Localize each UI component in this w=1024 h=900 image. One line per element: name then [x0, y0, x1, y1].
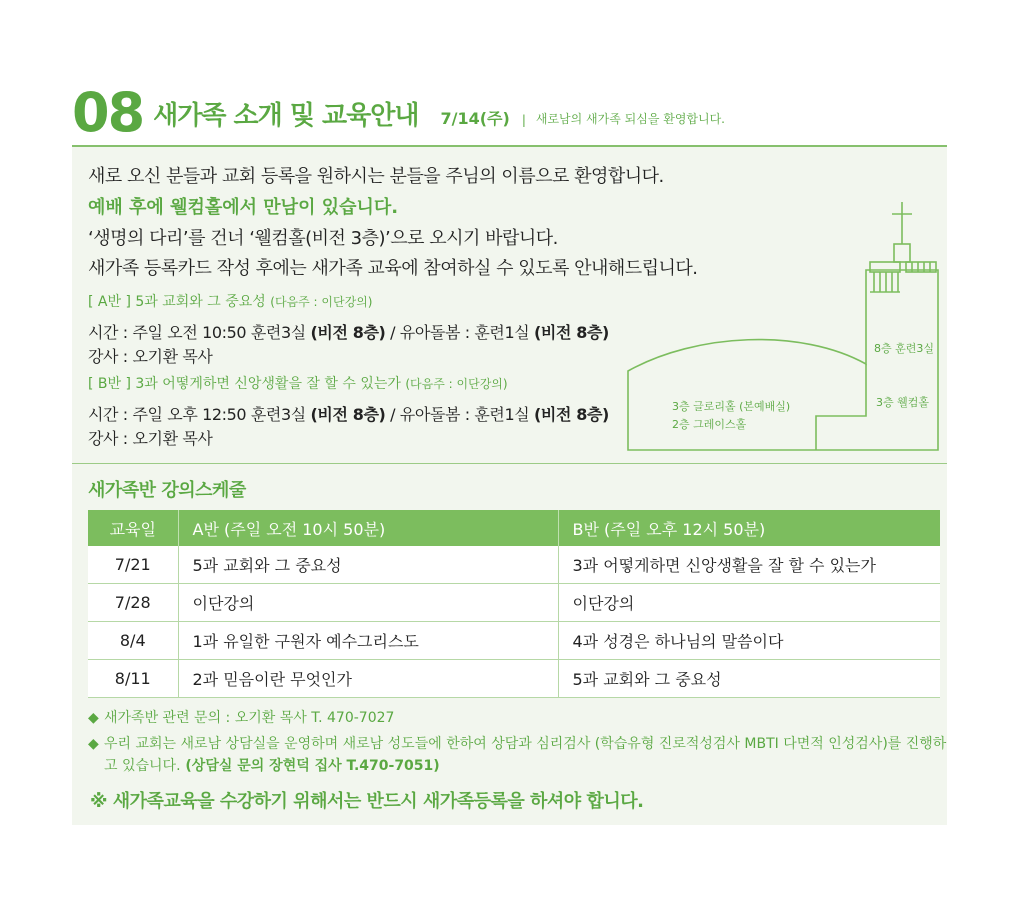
row-class-a: 이단강의 — [178, 584, 558, 622]
schedule-header-row — [88, 510, 940, 546]
section-header — [72, 78, 725, 144]
row-class-b: 3과 어떻게하면 신앙생활을 잘 할 수 있는가 — [558, 546, 940, 584]
row-class-a: 1과 유일한 구원자 예수그리스도 — [178, 622, 558, 660]
section-subtitle: 새로남의 새가족 되심을 환영합니다. — [535, 112, 725, 126]
header-class-b — [558, 510, 940, 546]
row-class-b: 5과 교회와 그 중요성 — [558, 660, 940, 698]
row-day: 8/11 — [88, 660, 178, 698]
header-class-b-time: (주일 오후 12시 50분) — [604, 519, 766, 539]
intro-welcome: 새로 오신 분들과 교회 등록을 원하시는 분들을 주님의 이름으로 환영합니다. — [88, 166, 664, 187]
class-b-block — [88, 371, 648, 451]
class-b-childcare: / 유아돌봄 : 훈련1실 — [390, 405, 530, 424]
diamond-bullet-icon: ◆ — [88, 736, 99, 752]
header-day: 교육일 — [88, 510, 178, 546]
table-row — [88, 584, 940, 622]
header-class-a — [178, 510, 558, 546]
class-a-title-row — [88, 289, 648, 315]
row-day: 7/21 — [88, 546, 178, 584]
class-b-childcare-room: (비전 8층) — [534, 405, 609, 424]
row-day: 8/4 — [88, 622, 178, 660]
row-class-b: 4과 성경은 하나님의 말씀이다 — [558, 622, 940, 660]
section-number: 08 — [72, 81, 144, 144]
row-class-a: 2과 믿음이란 무엇인가 — [178, 660, 558, 698]
header-class-b-name: B반 — [572, 519, 599, 539]
table-row — [88, 546, 940, 584]
note-contact-text: 새가족반 관련 문의 : 오기환 목사 T. 470-7027 — [104, 710, 395, 726]
class-a-teacher: 강사 : 오기환 목사 — [88, 347, 213, 366]
class-a-time-text: 시간 : 주일 오전 10:50 훈련3실 — [88, 323, 306, 342]
header-class-a-time: (주일 오전 10시 50분) — [224, 519, 386, 539]
class-b-time-text: 시간 : 주일 오후 12:50 훈련3실 — [88, 405, 306, 424]
section-title: 새가족 소개 및 교육안내 — [153, 101, 419, 131]
intro-highlight: 예배 후에 웰컴홀에서 만남이 있습니다. — [88, 197, 399, 218]
class-a-childcare-room: (비전 8층) — [534, 323, 609, 342]
note-counseling-text — [104, 733, 948, 777]
registration-notice: ※ 새가족교육을 수강하기 위해서는 반드시 새가족등록을 하셔야 합니다. — [90, 791, 644, 812]
schedule-table — [88, 510, 940, 698]
class-b-title: [ B반 ] 3과 어떻게하면 신앙생활을 잘 할 수 있는가 — [88, 376, 401, 392]
note-counseling-contact: (상담실 문의 장현덕 집사 T.470-7051) — [180, 758, 440, 774]
class-b-next-note: (다음주 : 이단강의) — [405, 377, 508, 391]
header-separator: | — [521, 113, 526, 127]
table-row — [88, 660, 940, 698]
class-b-time — [88, 403, 648, 427]
note-contact — [88, 707, 948, 729]
header-class-a-name: A반 — [192, 519, 219, 539]
class-a-next-note: (다음주 : 이단강의) — [270, 295, 373, 309]
diamond-bullet-icon: ◆ — [88, 710, 99, 726]
label-welcome-hall: 3층 웰컴홀 — [876, 396, 929, 409]
label-training-room: 8층 훈련3실 — [874, 342, 934, 355]
class-a-block — [88, 289, 648, 369]
class-a-childcare: / 유아돌봄 : 훈련1실 — [390, 323, 530, 342]
class-a-title: [ A반 ] 5과 교회와 그 중요성 — [88, 294, 266, 310]
row-class-b: 이단강의 — [558, 584, 940, 622]
middle-divider — [72, 463, 947, 464]
schedule-title: 새가족반 강의스케줄 — [88, 480, 246, 501]
label-grace-hall: 2층 그레이스홀 — [672, 418, 747, 431]
note-counseling — [88, 733, 948, 777]
label-glory-hall: 3층 글로리홀 (본예배실) — [672, 400, 791, 413]
class-a-room: (비전 8층) — [310, 323, 386, 342]
note-counseling-body: 우리 교회는 새로남 상담실을 운영하며 새로남 성도들에 한하여 상담과 심리검사 (학습유형 진로적성검사 MBTI 다면적 인성검사)를 진행하고 있습니다. — [104, 736, 947, 774]
class-a-time — [88, 321, 648, 345]
intro-registration: 새가족 등록카드 작성 후에는 새가족 교육에 참여하실 수 있도록 안내해드립니다. — [88, 258, 698, 279]
class-b-title-row — [88, 371, 648, 397]
intro-directions: ‘생명의 다리’를 건너 ‘웰컴홀(비전 3층)’으로 오시기 바랍니다. — [88, 228, 558, 249]
table-row — [88, 622, 940, 660]
section-date: 7/14(주) — [440, 109, 510, 128]
row-class-a: 5과 교회와 그 중요성 — [178, 546, 558, 584]
row-day: 7/28 — [88, 584, 178, 622]
notes-block — [88, 707, 948, 777]
class-b-teacher: 강사 : 오기환 목사 — [88, 429, 213, 448]
class-b-room: (비전 8층) — [310, 405, 386, 424]
church-building-illustration — [626, 198, 944, 454]
